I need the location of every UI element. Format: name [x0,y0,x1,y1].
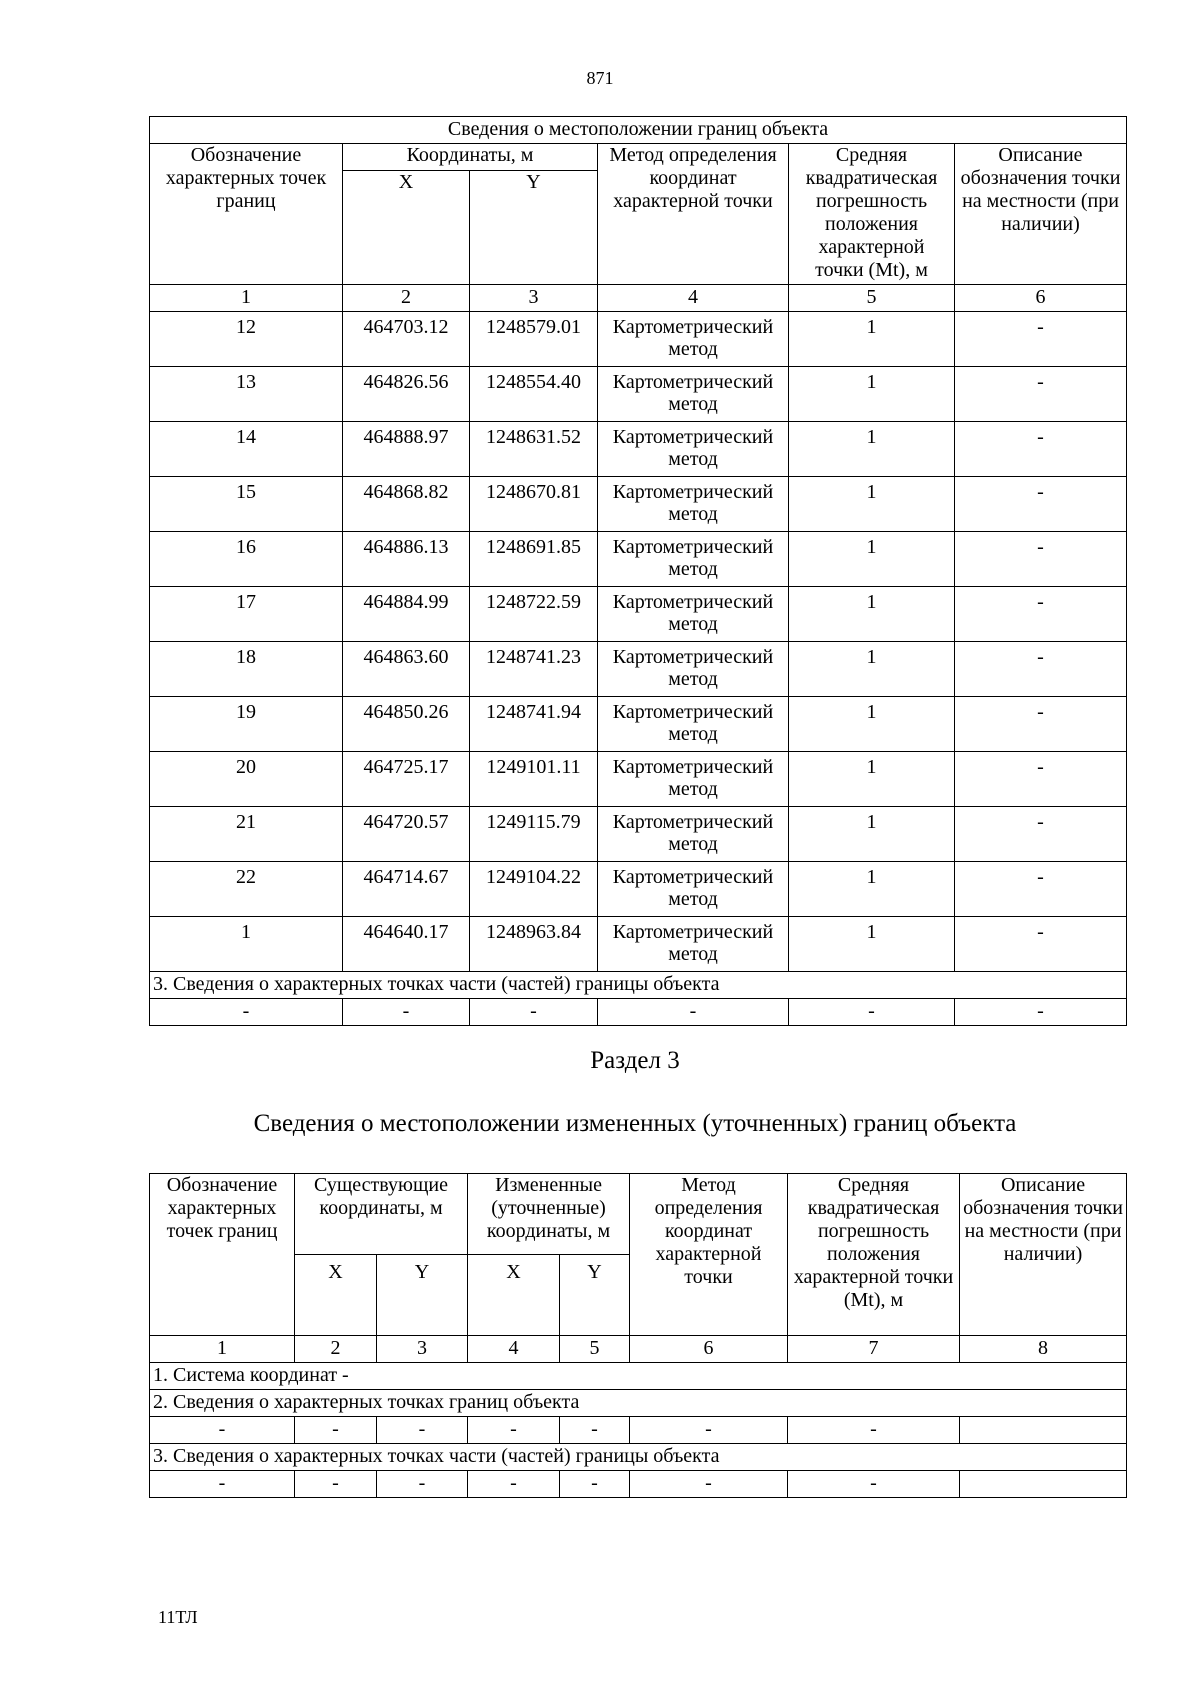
table-cell-desc: - [955,642,1127,697]
table-cell-x: 464714.67 [343,862,470,917]
table-cell [960,1471,1127,1498]
table-cell-y: 1248741.23 [470,642,598,697]
table-cell-method: Картометрический метод [598,312,789,367]
header-y-changed: Y [560,1255,630,1336]
header-x-changed: X [468,1255,560,1336]
table-cell-point: 17 [150,587,343,642]
col-number: 5 [789,285,955,312]
table-cell-desc: - [955,917,1127,972]
parts-row [150,1471,1127,1498]
table-cell-point: 1 [150,917,343,972]
table-cell-desc: - [955,422,1127,477]
col-number: 6 [955,285,1127,312]
table-cell-desc: - [955,862,1127,917]
table-cell-x: 464888.97 [343,422,470,477]
table-cell: - [788,1471,960,1498]
col-number: 2 [343,285,470,312]
col-number: 1 [150,285,343,312]
table-cell-y: 1248963.84 [470,917,598,972]
table-cell-method: Картометрический метод [598,532,789,587]
table-cell-y: 1249104.22 [470,862,598,917]
table-cell-error: 1 [789,697,955,752]
table-cell-method: Картометрический метод [598,807,789,862]
col-number: 4 [598,285,789,312]
table-cell-y: 1248741.94 [470,697,598,752]
table-cell-point: 21 [150,807,343,862]
table-row [150,807,1127,862]
table-cell: - [560,1471,630,1498]
table-cell: - [560,1417,630,1444]
table-cell-method: Картометрический метод [598,367,789,422]
table-cell: - [468,1417,560,1444]
col-number: 1 [150,1336,295,1363]
table-cell: - [150,999,343,1026]
points-label: 2. Сведения о характерных точках границ объекта [150,1390,1127,1417]
table-cell-x: 464725.17 [343,752,470,807]
header-x-existing: X [295,1255,377,1336]
table-cell-x: 464886.13 [343,532,470,587]
table-cell-y: 1248722.59 [470,587,598,642]
section-subtitle: Сведения о местоположении измененных (уточненных) границ объекта [253,1110,1017,1137]
table-cell-method: Картометрический метод [598,587,789,642]
table-cell-method: Картометрический метод [598,642,789,697]
table-cell-point: 15 [150,477,343,532]
table-caption: Сведения о местоположении границ объекта [150,117,1127,144]
header-desc: Описание обозначения точки на местности (при наличии) [960,1174,1127,1336]
table-cell-x: 464884.99 [343,587,470,642]
table-row [150,642,1127,697]
table-cell-y: 1248554.40 [470,367,598,422]
header-y: Y [470,171,598,285]
table-cell: - [150,1471,295,1498]
table-cell-x: 464703.12 [343,312,470,367]
points-row [150,1417,1127,1444]
col-number: 3 [470,285,598,312]
header-method: Метод определения координат характерной точки [598,144,789,285]
header-y-existing: Y [377,1255,468,1336]
table-cell: - [377,1471,468,1498]
table-cell: - [598,999,789,1026]
header-x: X [343,171,470,285]
header-method: Метод определения координат характерной точки [630,1174,788,1336]
table-row [150,862,1127,917]
table-row [150,752,1127,807]
table-cell-method: Картометрический метод [598,752,789,807]
table-cell: - [468,1471,560,1498]
col-number: 7 [788,1336,960,1363]
table-cell-error: 1 [789,587,955,642]
table-cell: - [150,1417,295,1444]
table-cell-method: Картометрический метод [598,697,789,752]
col-number: 8 [960,1336,1127,1363]
table-cell-point: 12 [150,312,343,367]
table-cell-desc: - [955,697,1127,752]
header-existing-coords: Существующие координаты, м [295,1174,468,1255]
table-cell-method: Картометрический метод [598,477,789,532]
table-cell: - [295,1417,377,1444]
table-cell-point: 14 [150,422,343,477]
table-row [150,422,1127,477]
table-cell-x: 464850.26 [343,697,470,752]
table-cell-error: 1 [789,752,955,807]
header-error: Средняя квадратическая погрешность положения характерной точки (Mt), м [788,1174,960,1336]
section3-row [150,999,1127,1026]
table-cell: - [377,1417,468,1444]
table-cell-error: 1 [789,917,955,972]
table-cell-x: 464640.17 [343,917,470,972]
table-cell-desc: - [955,587,1127,642]
column-numbers-row [150,285,1127,312]
table-cell-desc: - [955,807,1127,862]
table-cell-x: 464863.60 [343,642,470,697]
table-cell-x: 464868.82 [343,477,470,532]
table-cell: - [788,1417,960,1444]
table-cell-error: 1 [789,532,955,587]
table-cell-error: 1 [789,477,955,532]
table-cell-method: Картометрический метод [598,917,789,972]
table-cell-error: 1 [789,367,955,422]
col-number: 6 [630,1336,788,1363]
table-cell-x: 464720.57 [343,807,470,862]
table-cell-point: 16 [150,532,343,587]
table-cell-point: 18 [150,642,343,697]
table-cell-error: 1 [789,862,955,917]
table-cell-desc: - [955,532,1127,587]
table-cell-desc: - [955,367,1127,422]
table-cell-error: 1 [789,807,955,862]
table-cell-error: 1 [789,422,955,477]
table-cell-method: Картометрический метод [598,422,789,477]
table-cell-point: 13 [150,367,343,422]
table-row [150,917,1127,972]
table-cell: - [630,1417,788,1444]
boundary-points-table [149,116,1127,1026]
changed-boundary-table [149,1173,1127,1498]
table-cell [960,1417,1127,1444]
table-cell: - [630,1471,788,1498]
header-error: Средняя квадратическая погрешность положения характерной точки (Mt), м [789,144,955,285]
table-cell-point: 20 [150,752,343,807]
header-desc: Описание обозначения точки на местности (при наличии) [955,144,1127,285]
table-cell-error: 1 [789,312,955,367]
col-number: 3 [377,1336,468,1363]
header-changed-coords: Измененные (уточненные) координаты, м [468,1174,630,1255]
table-cell-y: 1248691.85 [470,532,598,587]
coord-system-label: 1. Система координат - [150,1363,1127,1390]
col-number: 5 [560,1336,630,1363]
parts-label: 3. Сведения о характерных точках части (частей) границы объекта [150,1444,1127,1471]
col-number: 4 [468,1336,560,1363]
col-number: 2 [295,1336,377,1363]
table-row [150,367,1127,422]
footer-code: 11ТЛ [158,1607,198,1627]
table-cell-y: 1248631.52 [470,422,598,477]
table-cell-y: 1249101.11 [470,752,598,807]
table-cell-desc: - [955,477,1127,532]
section-title: Раздел 3 [590,1047,680,1074]
table-cell-error: 1 [789,642,955,697]
table-cell-desc: - [955,312,1127,367]
header-point: Обозначение характерных точек границ [150,144,343,285]
table-cell-point: 19 [150,697,343,752]
table-cell: - [955,999,1127,1026]
table-cell: - [470,999,598,1026]
table-cell-desc: - [955,752,1127,807]
header-point: Обозначение характерных точек границ [150,1174,295,1336]
table-cell-y: 1249115.79 [470,807,598,862]
table-cell-x: 464826.56 [343,367,470,422]
table-row [150,312,1127,367]
header-coords: Координаты, м [343,144,598,171]
table-cell: - [789,999,955,1026]
table-cell-method: Картометрический метод [598,862,789,917]
page-number: 871 [586,68,614,88]
table-row [150,477,1127,532]
section3-label: 3. Сведения о характерных точках части (частей) границы объекта [150,972,1127,999]
table-row [150,587,1127,642]
table-cell-point: 22 [150,862,343,917]
table-cell: - [343,999,470,1026]
column-numbers-row [150,1336,1127,1363]
table-row [150,532,1127,587]
table-cell-y: 1248670.81 [470,477,598,532]
table-row [150,697,1127,752]
table-cell: - [295,1471,377,1498]
table-cell-y: 1248579.01 [470,312,598,367]
